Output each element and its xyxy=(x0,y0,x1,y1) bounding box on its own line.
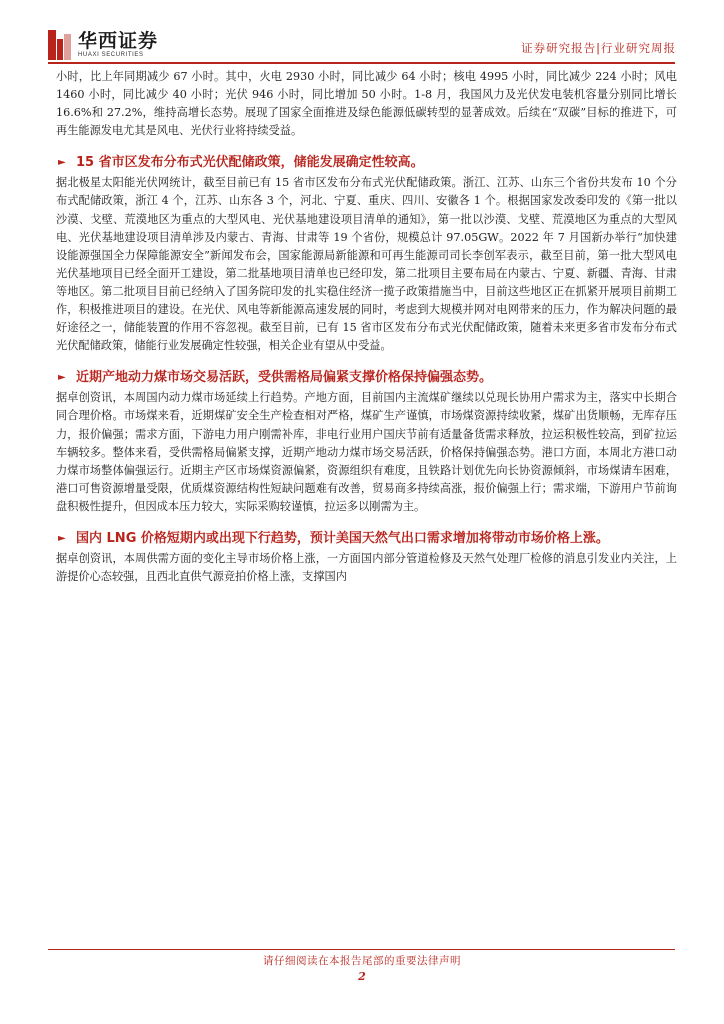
report-type-label: 证券研究报告|行业研究周报 xyxy=(521,41,676,55)
section-bullet-icon: ► xyxy=(58,532,66,544)
logo-name-en: HUAXI SECURITIES xyxy=(78,52,144,58)
section-bullet-icon: ► xyxy=(58,157,66,169)
section-body: 据北极星太阳能光伏网统计，截至目前已有 15 省市区发布分布式光伏配储政策。浙江、江苏、山东三个省份共发布 10 个分布式配储政策，浙江 4 个，江苏、山东各 3 个，河北、宁夏、重庆、四川、安徽各 1 个。根据国家发改委印发的《第一批以沙漠、戈壁、荒漠地区为重点的大型风电、光伏基地建设项目清单的通知》，第一批以沙漠、戈壁、荒漠地区为重点的大型风电、光伏基地建设项目清单涉及内蒙古、青海、甘肃等 19 个省份，规模总计 97.05GW。2022 年 7 月国新办举行“加快建设能源强国全力保障能源安全”新闻发布会，国家能源局新能源和可再生能源司司长李创军表示，截至目前，第一批大型风电光伏基地项目已经全面开工建设，第二批基地项目清单也已经印发，第二批项目主要布局在内蒙古、宁夏、新疆、青海、甘肃等地区。第二批项目目前已经纳入了国务院印发的扎实稳住经济一揽子政策措施当中，目前这些地区正在抓紧开展项目前期工作，积极推进项目的建设。在光伏、风电等新能源高速发展的同时，考虑到大规模并网对电网带来的压力，作为解决问题的最好途径之一，储能装置的作用不容忽视。截至目前，已有 15 省市区发布分布式光伏配储政策，随着未来更多省市发布分布式光伏配储政策，储能行业发展确定性较强，相关企业有望从中受益。 xyxy=(56,176,677,353)
section-bullet-icon: ► xyxy=(58,372,66,384)
logo-name-cn: 华西证券 xyxy=(78,30,159,52)
company-logo xyxy=(48,30,158,60)
legal-disclaimer-note: 请仔细阅读在本报告尾部的重要法律声明 xyxy=(263,955,461,967)
section-title: 国内 LNG 价格短期内或出现下行趋势，预计美国天然气出口需求增加将带动市场价格上涨。 xyxy=(76,530,609,546)
section-body: 据卓创资讯，本周供需方面的变化主导市场价格上涨，一方面国内部分管道检修及天然气处理厂检修的消息引发业内关注，上游提价心态较强，且西北直供气源竞拍价格上涨，支撑国内 xyxy=(56,551,677,584)
page-number: 2 xyxy=(358,970,366,983)
intro-paragraph: 小时，比上年同期减少 67 小时。其中，火电 2930 小时，同比减少 64 小时；核电 4995 小时，同比减少 224 小时；风电 1460 小时，同比减少 40 小时；光伏 946 小时，同比增加 50 小时。1-8 月，我国风力及光伏发电装机容量分别同比增长 16.6%和 27.2%，维持高增长态势。展现了国家全面推进及绿色能源低碳转型的显著成效。后续在“双碳”目标的推进下，可再生能源发电尤其是风电、光伏行业将持续受益。 xyxy=(56,70,677,138)
section-heading-lng xyxy=(56,529,677,549)
header-divider xyxy=(48,62,675,64)
section-heading-coal xyxy=(56,368,677,388)
section-title: 近期产地动力煤市场交易活跃，受供需格局偏紧支撑价格保持偏强态势。 xyxy=(76,370,493,386)
page-header xyxy=(0,0,724,66)
section-heading-storage xyxy=(56,153,677,173)
logo-mark-icon xyxy=(48,30,72,60)
report-body xyxy=(56,68,677,586)
footer-divider xyxy=(48,949,675,950)
section-title: 15 省市区发布分布式光伏配储政策，储能发展确定性较高。 xyxy=(76,155,424,171)
section-body: 据卓创资讯，本周国内动力煤市场延续上行趋势。产地方面，目前国内主流煤矿继续以兑现长协用户需求为主，落实中长期合同合理价格。市场煤来看，近期煤矿安全生产检查相对严格，煤矿生产谨慎，市场煤资源持续收紧，煤矿出货顺畅，无库存压力，报价偏强；需求方面，下游电力用户刚需补库，非电行业用户国庆节前有适量备货需求释放，拉运积极性较高，到矿拉运车辆较多。整体来看，受供需格局偏紧支撑，近期产地动力煤市场交易活跃，价格保持偏强态势。港口方面，本周北方港口动力煤市场整体偏强运行。近期主产区市场煤资源偏紧，资源组织有难度，且铁路计划优先向长协资源倾斜，市场煤请车困难，港口可售资源增量受限，优质煤资源结构性短缺问题难有改善，贸易商多持续高涨，报价偏强上行；需求端，下游用户节前询盘积极性提升，但因成本压力较大，实际采购较谨慎，拉运多以刚需为主。 xyxy=(56,391,677,513)
